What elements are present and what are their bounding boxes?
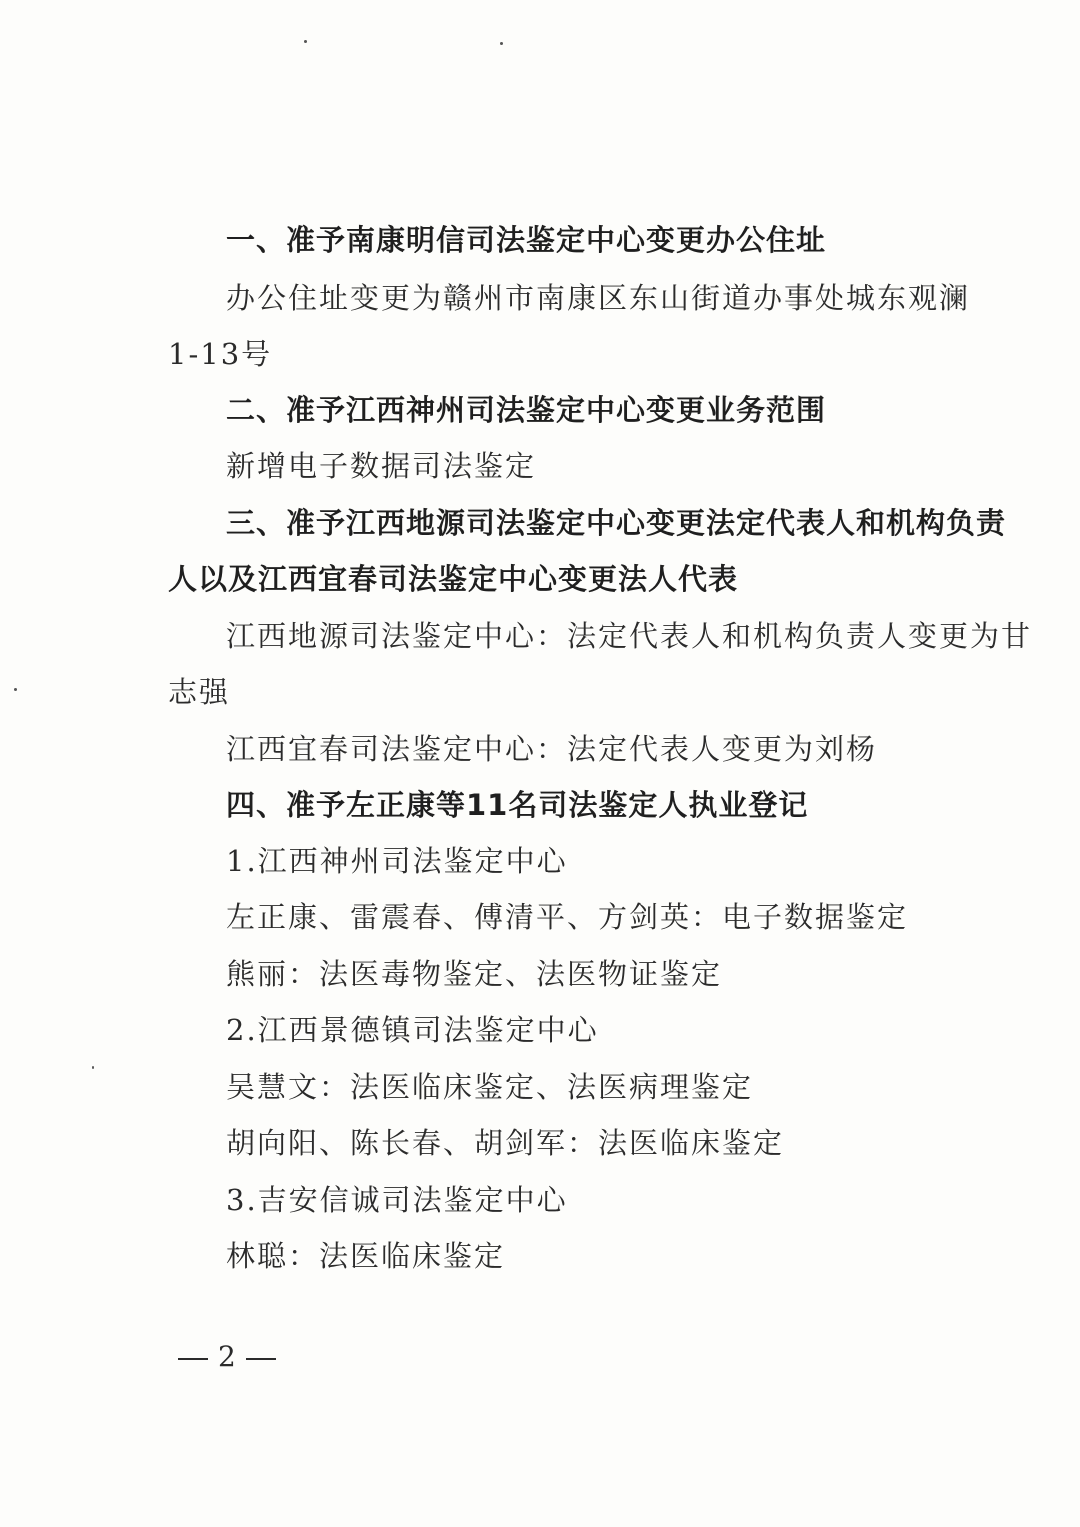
section-4-line-8: 林聪：法医临床鉴定	[226, 1239, 506, 1273]
scan-speck	[304, 40, 307, 43]
scan-speck	[92, 1066, 94, 1069]
section-2-heading: 二、准予江西神州司法鉴定中心变更业务范围	[226, 393, 827, 427]
section-3-heading-line-1: 三、准予江西地源司法鉴定中心变更法定代表人和机构负责	[226, 506, 1007, 540]
section-1-line-1: 办公住址变更为赣州市南康区东山街道办事处城东观澜	[226, 281, 971, 315]
section-3-line-1: 江西地源司法鉴定中心：法定代表人和机构负责人变更为甘	[226, 619, 1033, 653]
section-4-line-6: 胡向阳、陈长春、胡剑军：法医临床鉴定	[226, 1126, 785, 1160]
section-3-heading-line-2: 人以及江西宜春司法鉴定中心变更法人代表	[168, 562, 739, 596]
page-number	[168, 1337, 286, 1377]
section-3-line-2: 志强	[168, 675, 231, 709]
section-1-line-2: 1-13号	[168, 337, 273, 371]
section-3-line-3: 江西宜春司法鉴定中心：法定代表人变更为刘杨	[226, 732, 878, 766]
page-number-dash-left	[178, 1358, 208, 1360]
section-4-line-7: 3.吉安信诚司法鉴定中心	[226, 1183, 568, 1217]
section-1-heading: 一、准予南康明信司法鉴定中心变更办公住址	[226, 223, 827, 257]
section-4-line-3: 熊丽：法医毒物鉴定、法医物证鉴定	[226, 957, 723, 991]
section-4-line-2: 左正康、雷震春、傅清平、方剑英：电子数据鉴定	[226, 900, 909, 934]
scan-speck	[500, 42, 503, 45]
section-4-heading: 四、准予左正康等11名司法鉴定人执业登记	[226, 788, 809, 822]
section-4-line-1: 1.江西神州司法鉴定中心	[226, 844, 568, 878]
scan-speck	[14, 688, 17, 691]
page-number-value: 2	[218, 1340, 236, 1373]
section-4-line-4: 2.江西景德镇司法鉴定中心	[226, 1013, 599, 1047]
section-2-line-1: 新增电子数据司法鉴定	[226, 449, 537, 483]
section-4-line-5: 吴慧文：法医临床鉴定、法医病理鉴定	[226, 1070, 754, 1104]
page-number-dash-right	[246, 1358, 276, 1360]
